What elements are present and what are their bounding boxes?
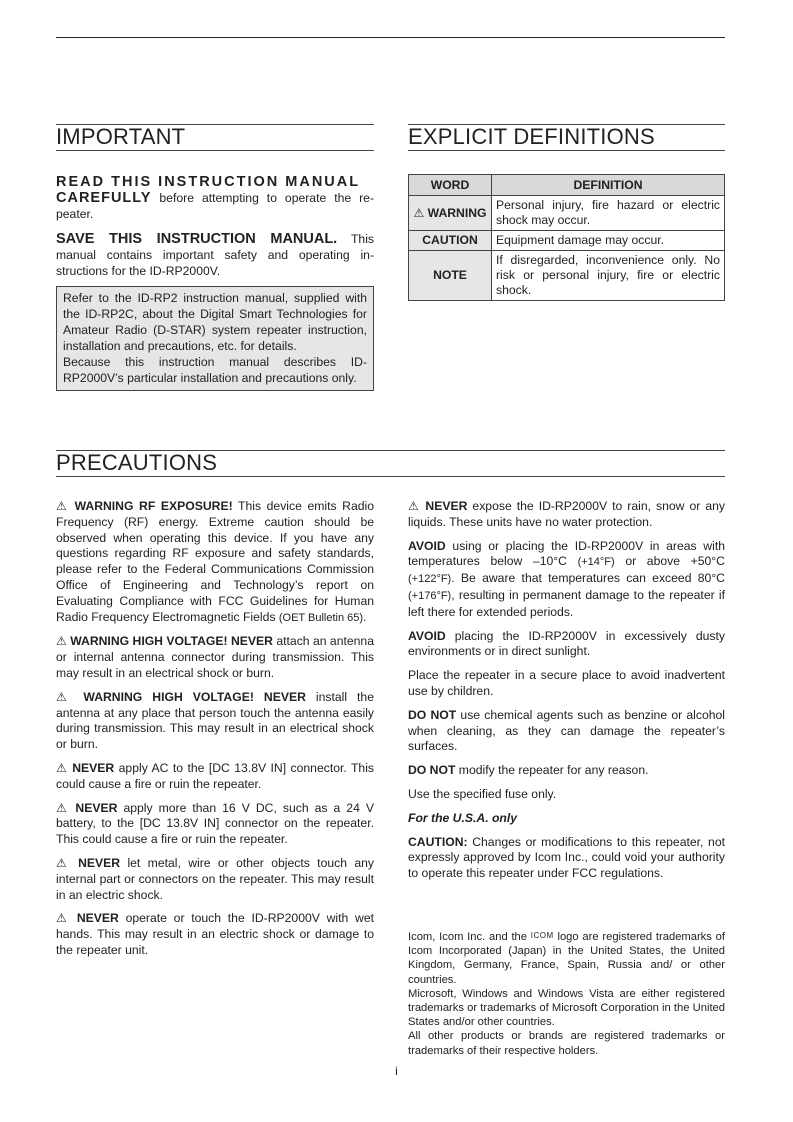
precaution-text: This device emits Radio Frequency (RF) energy. Extreme caution should be observed when operating this device. If you have any questions regarding RF exposure and safety standards, please refer to the Federal Communications Commission Office of Engineering and Technology’s report on Evaluating Compliance with FCC Guidelines for Human Radio Frequency Electromagnetic Fields bbox=[56, 499, 374, 624]
word-warning bbox=[409, 196, 492, 231]
top-rule bbox=[56, 37, 725, 38]
important-text bbox=[56, 174, 374, 288]
word-caution: CAUTION bbox=[409, 231, 492, 251]
precaution-text: . Be aware that temperatures can exceed 80°C bbox=[451, 571, 725, 586]
read-manual-paragraph bbox=[56, 174, 374, 222]
temp-fahrenheit: (+176°F) bbox=[408, 589, 452, 602]
precaution-text: install the antenna at any place that person touch the antenna easily during transmission. This may result in an electrical shock or burn. bbox=[56, 689, 374, 752]
precaution-text: expose the ID-RP2000V to rain, snow or any liquids. These units have no water protection. bbox=[408, 499, 725, 529]
table-header-row bbox=[409, 175, 725, 196]
precautions-title: PRECAUTIONS bbox=[56, 450, 725, 477]
read-manual-body: before attempting to operate the repeater. bbox=[56, 190, 374, 221]
precaution-lead: NEVER bbox=[76, 911, 119, 926]
trademark-text: logo are registered trademarks of Icom Incorporated (Japan) in the United States, the United Kingdom, Germany, France, Spain, Russia and/ or other countries. bbox=[408, 931, 725, 986]
precaution-item: Use the specified fuse only. bbox=[408, 786, 557, 801]
fcc-caution bbox=[408, 835, 725, 882]
precaution-item bbox=[56, 911, 374, 958]
precaution-lead: DO NOT bbox=[408, 763, 456, 778]
precaution-lead: WARNING HIGH VOLTAGE! NEVER bbox=[70, 634, 273, 649]
read-manual-heading: READ THIS INSTRUCTION MANUAL bbox=[56, 174, 361, 190]
trademark-text: Icom, Icom Inc. and the bbox=[408, 931, 531, 943]
precautions-right-column bbox=[408, 499, 725, 890]
precaution-text: or above +50°C bbox=[614, 554, 725, 569]
warning-triangle-icon: ⚠ bbox=[56, 760, 68, 775]
precaution-text: modify the repeater for any reason. bbox=[455, 763, 649, 778]
precaution-item bbox=[56, 761, 374, 793]
header-word: WORD bbox=[409, 175, 492, 196]
trademark-notice bbox=[408, 929, 725, 1058]
precaution-lead: NEVER bbox=[78, 855, 121, 870]
precaution-lead: NEVER bbox=[72, 760, 115, 775]
caution-text: Changes or modifications to this repeater, not expressly approved by Icom Inc., could void your authority to operate this repeater under FCC regulations. bbox=[408, 834, 725, 881]
precaution-text: attach an antenna or internal antenna connector during transmission. This may result in an electrical shock or burn. bbox=[56, 634, 374, 680]
important-title: IMPORTANT bbox=[56, 124, 374, 151]
temp-fahrenheit: (+122°F) bbox=[408, 573, 452, 586]
trademark-icom bbox=[408, 929, 725, 987]
definition-warning: Personal injury, fire hazard or electric shock may occur. bbox=[492, 196, 725, 231]
icom-logo-icon: ICOM bbox=[530, 931, 554, 940]
page-number: i bbox=[395, 1064, 398, 1078]
table-row bbox=[409, 251, 725, 301]
warning-triangle-icon: ⚠ bbox=[56, 800, 70, 815]
precaution-item bbox=[408, 629, 725, 661]
precaution-lead: DO NOT bbox=[408, 707, 457, 722]
header-definition: DEFINITION bbox=[492, 175, 725, 196]
precaution-lead: AVOID bbox=[408, 628, 446, 643]
save-manual-heading: SAVE THIS INSTRUCTION MANUAL. bbox=[56, 231, 338, 248]
precaution-item bbox=[56, 801, 374, 848]
read-manual-heading-2: CAREFULLY bbox=[56, 189, 152, 206]
definitions-table bbox=[408, 174, 725, 301]
warning-triangle-icon: ⚠ bbox=[56, 634, 67, 649]
caution-lead: CAUTION: bbox=[408, 834, 468, 849]
warning-triangle-icon: ⚠ bbox=[56, 689, 74, 704]
table-row bbox=[409, 196, 725, 231]
trademark-others: All other products or brands are registered trademarks or trademarks of their respective holders. bbox=[408, 1030, 725, 1057]
trademark-microsoft: Microsoft, Windows and Windows Vista are either registered trademarks or trademarks of Microsoft Corporation in the United States and/or other countries. bbox=[408, 987, 725, 1029]
precaution-item bbox=[408, 708, 725, 755]
precaution-text: placing the ID-RP2000V in excessively dusty environments or in direct sunlight. bbox=[408, 628, 725, 659]
precaution-text: , resulting in permanent damage to the repeater if left there for extended periods. bbox=[408, 587, 725, 619]
definitions-title: EXPLICIT DEFINITIONS bbox=[408, 124, 725, 151]
precaution-lead: WARNING RF EXPOSURE! bbox=[74, 499, 233, 513]
precaution-item bbox=[56, 856, 374, 903]
note-paragraph-1: Refer to the ID-RP2 instruction manual, supplied with the ID-RP2C, about the Digital Smart Technologies for Amateur Radio (D-STAR) system repeater instruction, installation and precautions, etc. for details. bbox=[63, 291, 367, 353]
usa-only-heading: For the U.S.A. only bbox=[408, 810, 518, 825]
word-warning-label: WARNING bbox=[427, 205, 487, 220]
precaution-text: use chemical agents such as benzine or alcohol when cleaning, as they can damage the repeater’s surfaces. bbox=[408, 707, 725, 754]
precaution-item bbox=[408, 763, 725, 779]
warning-triangle-icon: ⚠ bbox=[56, 911, 71, 926]
word-note: NOTE bbox=[409, 251, 492, 301]
table-row bbox=[409, 231, 725, 251]
save-manual-paragraph bbox=[56, 232, 374, 279]
precautions-left-column bbox=[56, 499, 374, 967]
precaution-lead: AVOID bbox=[408, 538, 446, 553]
definition-caution: Equipment damage may occur. bbox=[492, 231, 725, 251]
precaution-text: operate or touch the ID-RP2000V with wet hands. This may result in an electric shock or damage to the repeater unit. bbox=[56, 911, 375, 957]
precaution-text: let metal, wire or other objects touch any internal part or connectors on the repeater. This may result in an electric shock. bbox=[56, 855, 374, 902]
warning-triangle-icon: ⚠ bbox=[56, 499, 69, 513]
save-manual-body: This manual contains important safety and operating instructions for the ID-RP2000V. bbox=[56, 232, 374, 278]
precaution-tail: . bbox=[363, 609, 367, 624]
temp-fahrenheit: (+14°F) bbox=[577, 556, 615, 569]
note-paragraph-2: Because this instruction manual describes ID-RP2000V’s particular installation and precautions only. bbox=[63, 354, 367, 385]
precaution-item: Place the repeater in a secure place to avoid inadvertent use by children. bbox=[408, 668, 725, 698]
precaution-item bbox=[408, 499, 725, 531]
warning-triangle-icon: ⚠ bbox=[413, 205, 425, 220]
precaution-text: apply AC to the [DC 13.8V IN] connector. This could cause a fire or ruin the repeater. bbox=[56, 760, 374, 791]
precaution-item bbox=[408, 539, 725, 621]
definition-note: If disregarded, inconvenience only. No risk or personal injury, fire or electric shock. bbox=[492, 251, 725, 301]
warning-triangle-icon: ⚠ bbox=[56, 855, 71, 870]
precaution-item bbox=[56, 690, 374, 753]
id-rp2-note-box bbox=[56, 286, 374, 391]
precaution-text: apply more than 16 V DC, such as a 24 V battery, to the [DC 13.8V IN] connector on the repeater. This could cause a fire or ruin the repeater. bbox=[56, 800, 374, 847]
precaution-lead: NEVER bbox=[75, 800, 118, 815]
precaution-small: (OET Bulletin 65) bbox=[278, 611, 364, 624]
precaution-item bbox=[56, 499, 374, 626]
precaution-lead: NEVER bbox=[425, 499, 468, 513]
precaution-lead: WARNING HIGH VOLTAGE! NEVER bbox=[83, 689, 306, 704]
precaution-item bbox=[56, 634, 374, 681]
precaution-text: using or placing the ID-RP2000V in areas with temperatures below –10°C bbox=[408, 538, 725, 569]
warning-triangle-icon: ⚠ bbox=[408, 499, 421, 513]
